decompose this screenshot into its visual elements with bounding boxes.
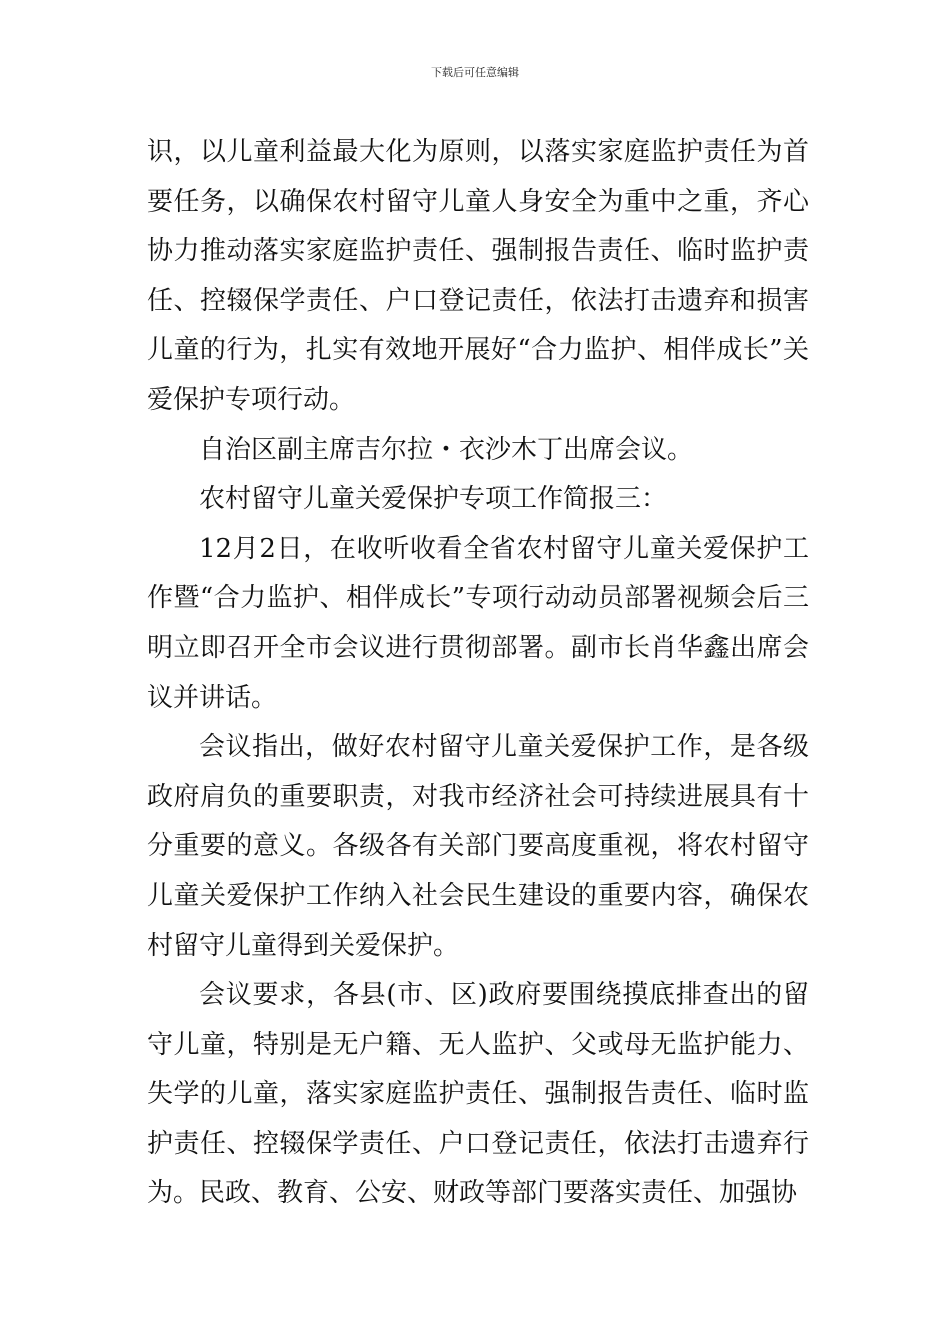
paragraph-6: 会议要求，各县(市、区)政府要围绕摸底排查出的留守儿童，特别是无户籍、无人监护、父或母无监护能力、失学的儿童，落实家庭监护责任、强制报告责任、临时监护责任、控辍保学责任、户口登记责任，依法打击遗弃行为。民政、教育、公安、财政等部门要落实责任、加强协 xyxy=(147,980,809,1209)
paragraph-5: 会议指出，做好农村留守儿童关爱保护工作，是各级政府肩负的重要职责，对我市经济社会可持续进展具有十分重要的意义。各级各有关部门要高度重视，将农村留守儿童关爱保护工作纳入社会民生建设的重要内容，确保农村留守儿童得到关爱保护。 xyxy=(147,732,809,961)
paragraph-1: 识，以儿童利益最大化为原则，以落实家庭监护责任为首要任务，以确保农村留守儿童人身安全为重中之重，齐心协力推动落实家庭监护责任、强制报告责任、临时监护责任、控辍保学责任、户口登记责任，依法打击遗弃和损害儿童的行为，扎实有效地开展好“合力监护、相伴成长”关爱保护专项行动。 xyxy=(147,137,809,415)
paragraph-4: 12月2日，在收听收看全省农村留守儿童关爱保护工作暨“合力监护、相伴成长”专项行动动员部署视频会后三明立即召开全市会议进行贯彻部署。副市长肖华鑫出席会议并讲话。 xyxy=(147,533,809,713)
paragraph-2: 自治区副主席吉尔拉・衣沙木丁出席会议。 xyxy=(199,434,694,465)
document-body xyxy=(147,128,809,1219)
header-note: 下载后可任意编辑 xyxy=(431,66,519,79)
paragraph-3: 农村留守儿童关爱保护专项工作简报三： xyxy=(199,484,668,515)
